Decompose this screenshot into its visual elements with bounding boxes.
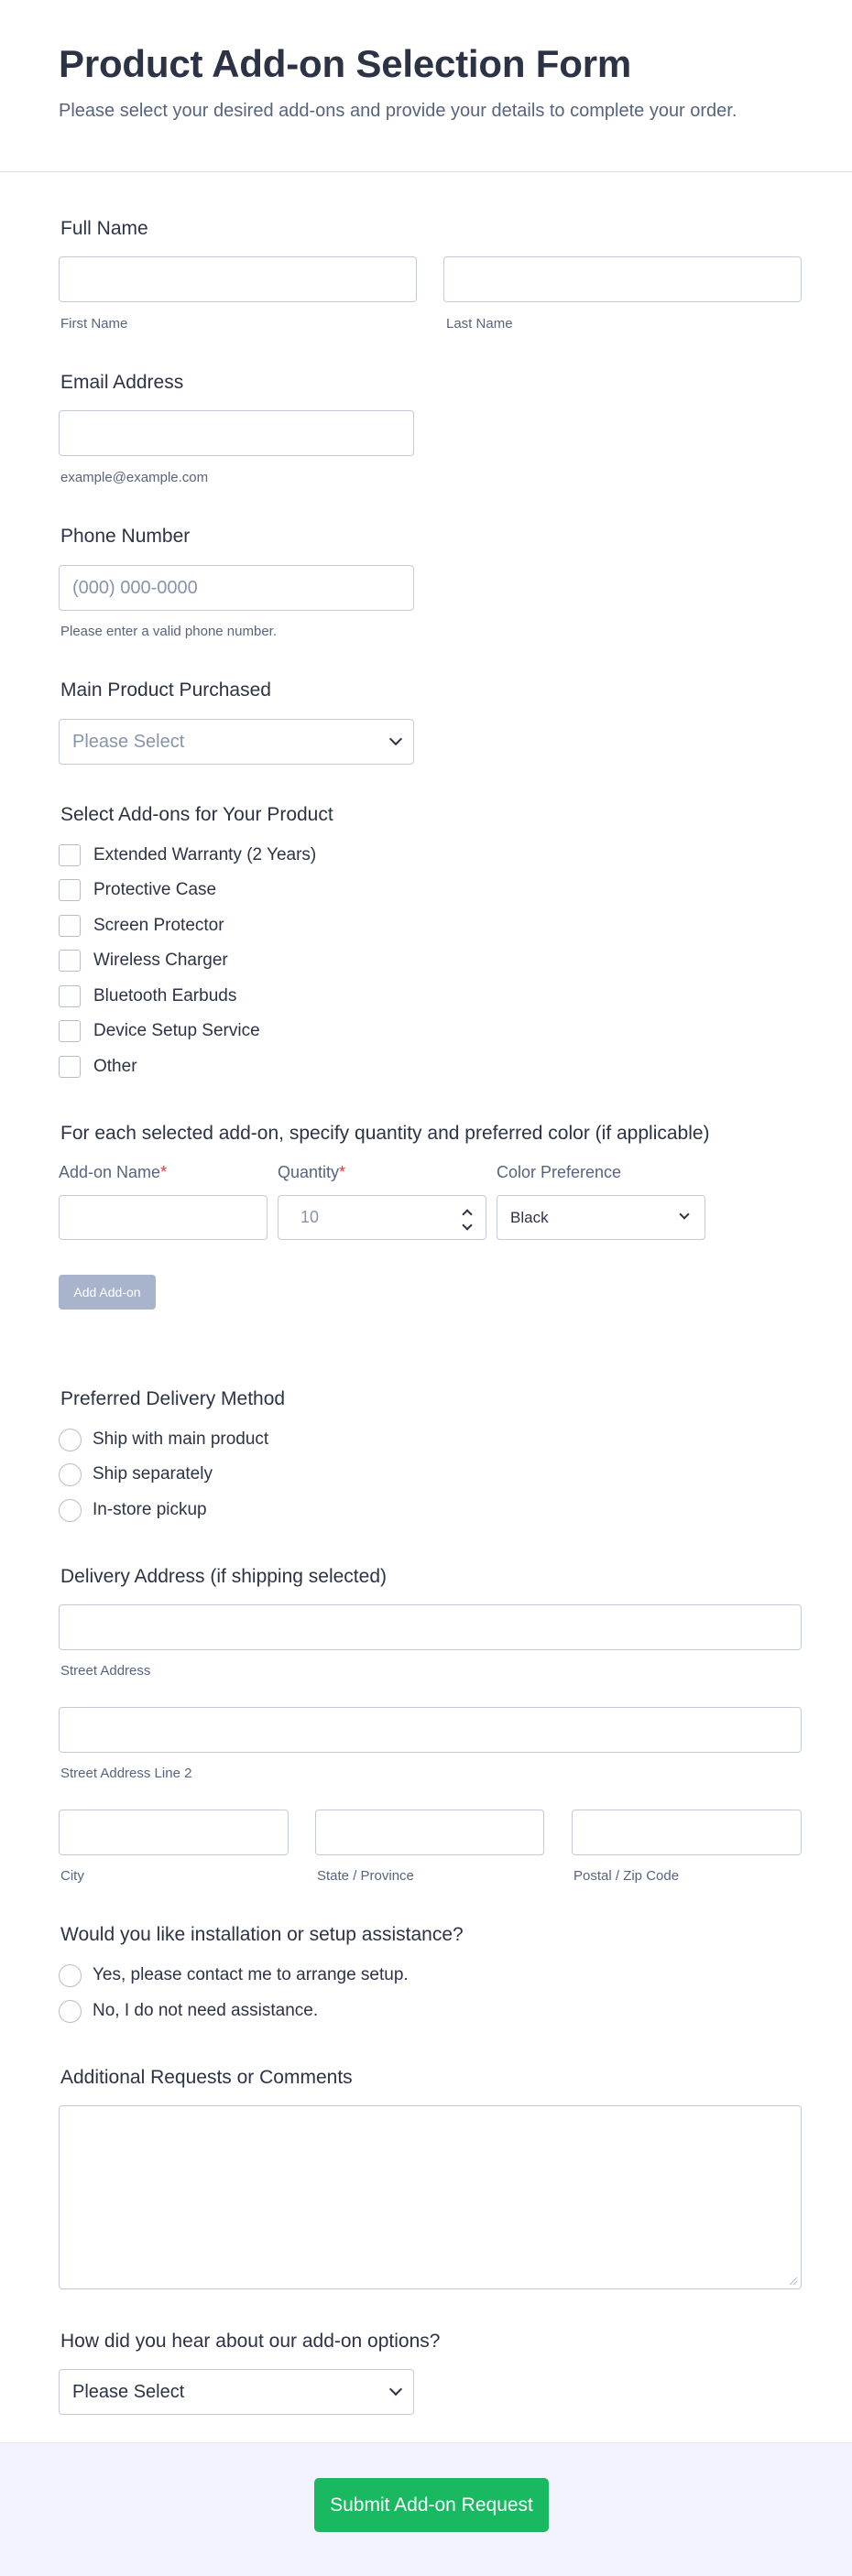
addon-option-wireless-charger[interactable] [59, 948, 228, 973]
quantity-input[interactable] [278, 1195, 486, 1240]
last-name-sublabel: Last Name [446, 316, 513, 332]
add-addon-button[interactable]: Add Add-on [59, 1275, 156, 1310]
checkbox[interactable] [59, 1056, 81, 1078]
delivery-option-ship-with[interactable] [59, 1427, 268, 1452]
zip-sublabel: Postal / Zip Code [573, 1868, 680, 1884]
main-product-label: Main Product Purchased [60, 679, 271, 701]
email-input[interactable] [59, 410, 414, 456]
addon-option-label: Screen Protector [93, 916, 224, 935]
quantity-column-header: Quantity* [278, 1163, 346, 1181]
installation-label: Would you like installation or setup assistance? [60, 1924, 464, 1945]
phone-placeholder: (000) 000-0000 [72, 577, 198, 598]
addon-option-label: Extended Warranty (2 Years) [93, 845, 317, 864]
color-preference-value: Black [510, 1208, 549, 1226]
main-product-select-value: Please Select [72, 731, 185, 752]
addon-option-other[interactable] [59, 1054, 137, 1080]
addon-option-screen-protector[interactable] [59, 913, 224, 939]
checkbox[interactable] [59, 985, 81, 1007]
email-label: Email Address [60, 372, 184, 393]
street-address-input[interactable] [59, 1604, 802, 1650]
spinner-down-icon[interactable] [462, 1220, 472, 1230]
zip-input[interactable] [572, 1810, 802, 1855]
color-preference-select[interactable] [497, 1195, 705, 1240]
address-label: Delivery Address (if shipping selected) [60, 1566, 387, 1587]
email-sublabel: example@example.com [60, 470, 209, 485]
installation-option-label: No, I do not need assistance. [93, 2001, 319, 2020]
checkbox[interactable] [59, 950, 81, 972]
addon-name-column-header: Add-on Name* [59, 1163, 168, 1181]
installation-option-label: Yes, please contact me to arrange setup. [93, 1965, 409, 1984]
header-divider [0, 171, 852, 172]
main-product-select[interactable] [59, 719, 414, 765]
state-input[interactable] [315, 1810, 544, 1855]
addon-option-label: Other [93, 1057, 137, 1076]
chevron-down-icon [389, 2383, 402, 2396]
addon-option-label: Wireless Charger [93, 951, 228, 970]
phone-label: Phone Number [60, 526, 191, 547]
spinner-up-icon[interactable] [462, 1209, 472, 1219]
last-name-input[interactable] [443, 256, 802, 302]
addon-name-input[interactable] [59, 1195, 268, 1240]
addon-option-warranty[interactable] [59, 842, 316, 868]
radio[interactable] [59, 1964, 82, 1987]
submit-button[interactable]: Submit Add-on Request [314, 2478, 549, 2532]
city-input[interactable] [59, 1810, 289, 1855]
resize-handle-icon[interactable] [790, 2277, 797, 2285]
quantity-placeholder: 10 [300, 1208, 320, 1226]
installation-option-yes[interactable] [59, 1962, 409, 1988]
state-sublabel: State / Province [317, 1868, 414, 1884]
referral-select[interactable] [59, 2369, 414, 2415]
comments-textarea[interactable] [59, 2105, 802, 2289]
delivery-option-ship-separately[interactable] [59, 1462, 213, 1487]
addon-option-case[interactable] [59, 877, 216, 903]
chevron-down-icon [389, 733, 402, 745]
radio[interactable] [59, 2000, 82, 2023]
street-address-line2-sublabel: Street Address Line 2 [60, 1766, 192, 1781]
street-address-line2-input[interactable] [59, 1707, 802, 1753]
street-address-sublabel: Street Address [60, 1663, 151, 1679]
radio[interactable] [59, 1429, 82, 1451]
addon-option-label: Bluetooth Earbuds [93, 986, 237, 1005]
checkbox[interactable] [59, 844, 81, 866]
checkbox[interactable] [59, 915, 81, 937]
referral-label: How did you hear about our add-on options? [60, 2331, 441, 2352]
checkbox[interactable] [59, 879, 81, 901]
addon-option-label: Protective Case [93, 880, 217, 899]
phone-sublabel: Please enter a valid phone number. [60, 624, 277, 639]
delivery-option-label: Ship with main product [93, 1429, 269, 1449]
radio[interactable] [59, 1463, 82, 1486]
checkbox[interactable] [59, 1020, 81, 1042]
chevron-down-icon [679, 1209, 689, 1219]
addon-option-earbuds[interactable] [59, 984, 236, 1009]
page-subtitle: Please select your desired add-ons and provide your details to complete your order. [59, 101, 737, 121]
installation-option-no[interactable] [59, 1998, 318, 2024]
full-name-label: Full Name [60, 218, 148, 239]
phone-input[interactable] [59, 565, 414, 611]
comments-label: Additional Requests or Comments [60, 2067, 353, 2088]
first-name-sublabel: First Name [60, 316, 128, 332]
page-title: Product Add-on Selection Form [59, 42, 631, 85]
city-sublabel: City [60, 1868, 84, 1884]
addon-table-label: For each selected add-on, specify quantity and preferred color (if applicable) [60, 1123, 710, 1144]
addon-option-label: Device Setup Service [93, 1021, 260, 1040]
addons-label: Select Add-ons for Your Product [60, 804, 333, 825]
delivery-option-label: Ship separately [93, 1464, 213, 1484]
first-name-input[interactable] [59, 256, 417, 302]
delivery-label: Preferred Delivery Method [60, 1388, 286, 1409]
color-column-header: Color Preference [497, 1163, 622, 1181]
radio[interactable] [59, 1499, 82, 1522]
referral-select-value: Please Select [72, 2381, 185, 2402]
delivery-option-label: In-store pickup [93, 1500, 207, 1519]
delivery-option-pickup[interactable] [59, 1497, 207, 1523]
addon-option-setup-service[interactable] [59, 1018, 260, 1044]
